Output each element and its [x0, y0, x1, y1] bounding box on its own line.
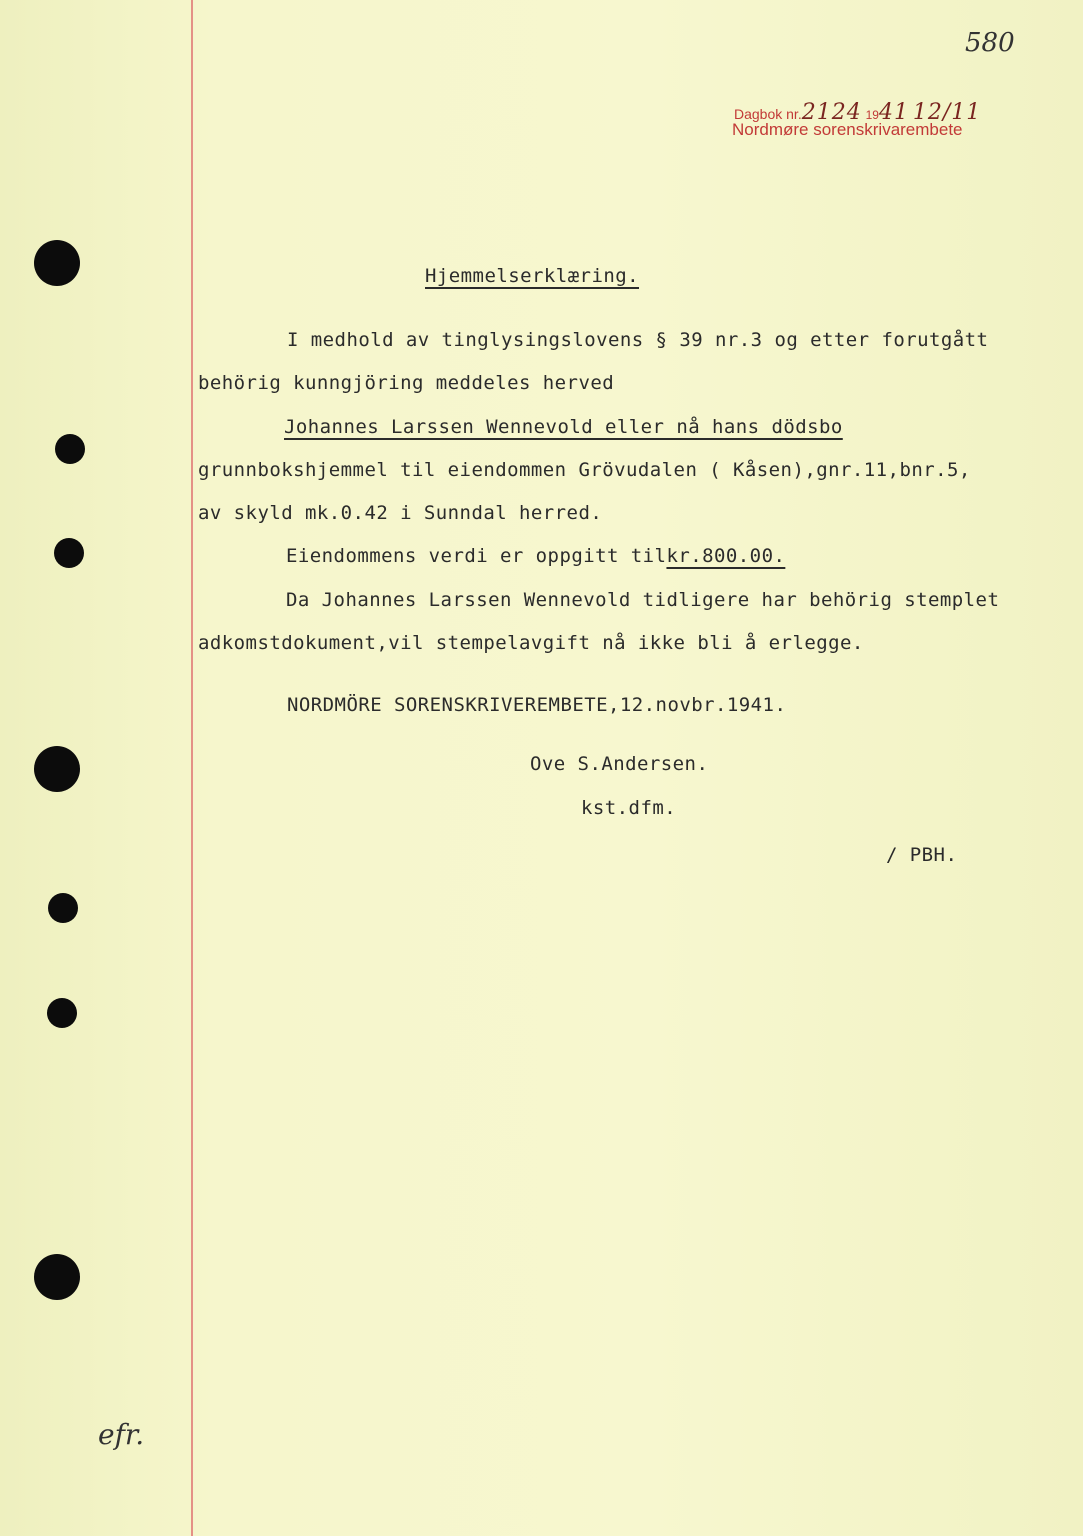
stamp-year: 41 [878, 100, 909, 125]
punch-hole [55, 434, 85, 464]
stamp-number: 2124 [801, 100, 862, 125]
punch-hole [48, 893, 78, 923]
paragraph-line: adkomstdokument,vil stempelavgift nå ikke bli å erlegge. [198, 632, 864, 654]
page-number-note: 580 [965, 28, 1015, 58]
signature-title: kst.dfm. [581, 797, 677, 819]
punch-hole [34, 746, 80, 792]
value-text: Eiendommens verdi er oppgitt til [286, 545, 667, 567]
paragraph-line: I medhold av tinglysingslovens § 39 nr.3 og etter forutgått [287, 329, 989, 351]
paragraph-line: Da Johannes Larssen Wennevold tidligere har behörig stemplet [286, 589, 1000, 611]
margin-rule [191, 0, 193, 1536]
document-title: Hjemmelserklæring. [425, 265, 640, 287]
stamp-date: 12/11 [912, 100, 982, 125]
stamp-office: Nordmøre sorenskrivarembete [732, 120, 963, 139]
clerk-initials: / PBH. [886, 844, 958, 866]
heir-name: Johannes Larssen Wennevold eller nå hans dödsbo [284, 416, 843, 438]
punch-hole [47, 998, 77, 1028]
value-line [286, 545, 785, 567]
bottom-margin-note: efr. [98, 1418, 145, 1451]
paragraph-line: behörig kunngjöring meddeles herved [198, 372, 615, 394]
place-date: NORDMÖRE SORENSKRIVEREMBETE,12.novbr.1941. [287, 694, 787, 716]
punch-hole [54, 538, 84, 568]
paragraph-line: av skyld mk.0.42 i Sunndal herred. [198, 502, 603, 524]
punch-hole [34, 240, 80, 286]
paragraph-line: grunnbokshjemmel til eiendommen Grövudalen ( Kåsen),gnr.11,bnr.5, [198, 459, 971, 481]
value-amount: kr.800.00. [666, 545, 786, 567]
stamp-label: Dagbok nr. [734, 106, 802, 122]
stamp-year-prefix: 19 [865, 108, 879, 122]
signature-name: Ove S.Andersen. [530, 753, 709, 775]
punch-hole [34, 1254, 80, 1300]
